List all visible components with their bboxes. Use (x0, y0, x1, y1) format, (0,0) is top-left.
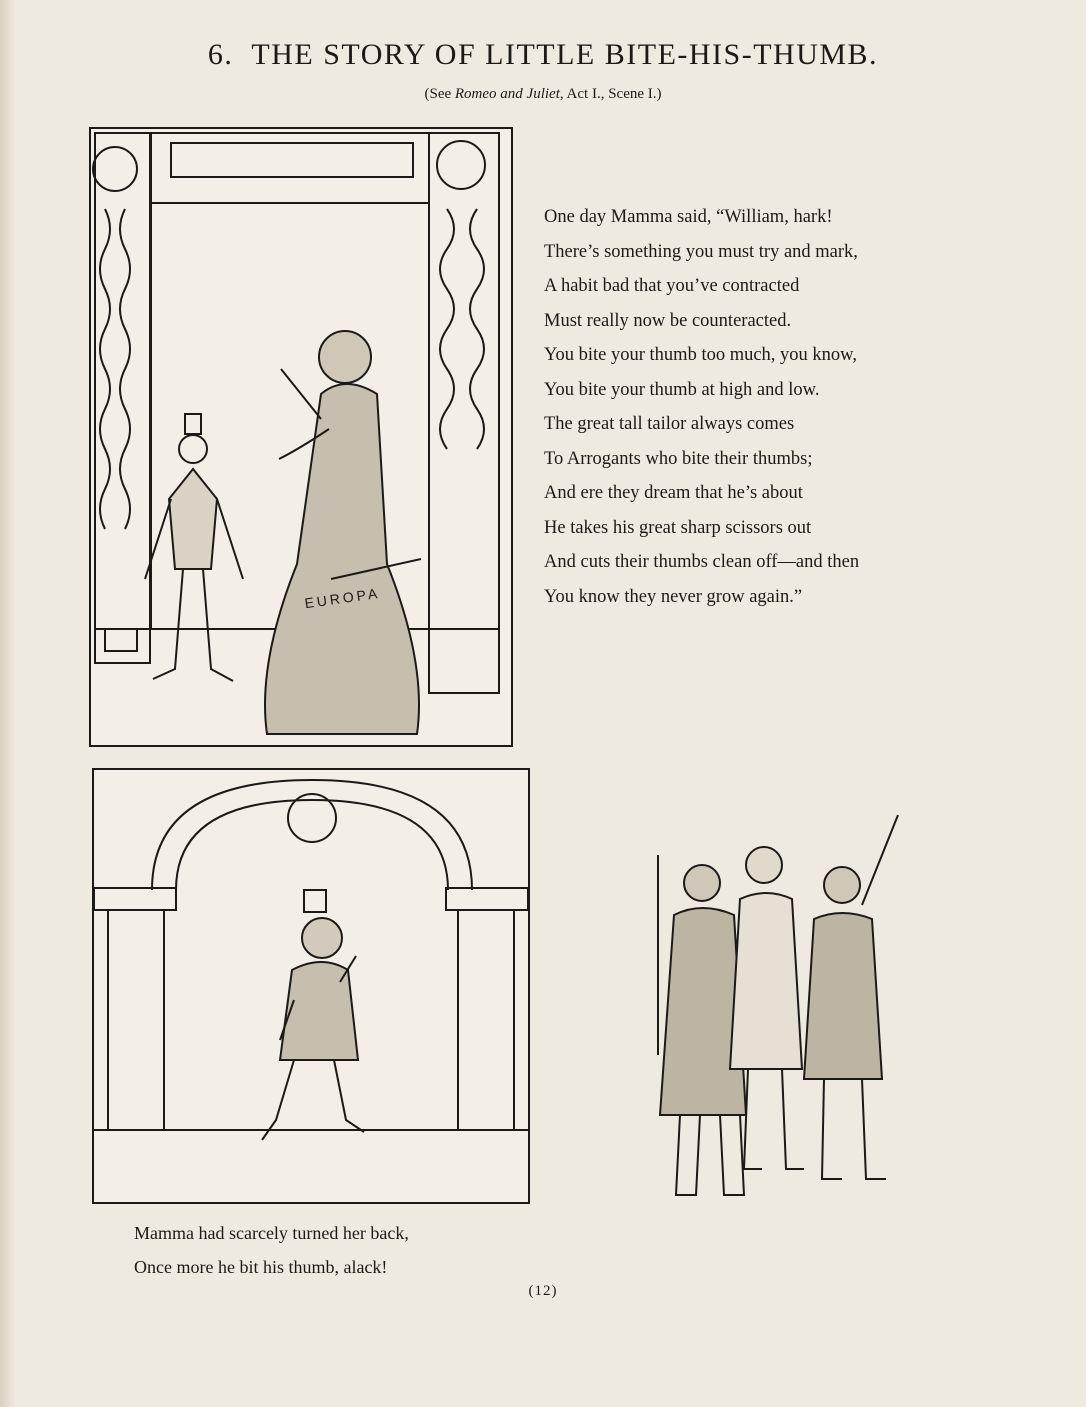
verse-line: And ere they dream that he’s about (544, 483, 803, 503)
thumb-biting-figure (262, 890, 364, 1140)
boy-figure (145, 414, 243, 681)
verse-line: There’s something you must try and mark, (544, 241, 858, 262)
page-subtitle (0, 86, 1086, 103)
europa-sash-text: EUROPA (303, 584, 382, 612)
verse-line: He takes his great sharp scissors out (544, 517, 812, 538)
verse-line: You bite your thumb at high and low. (544, 379, 820, 400)
caption-line: Mamma had scarcely turned her back, (134, 1223, 409, 1243)
illustration-panel-top (89, 127, 513, 747)
page-number: (12) (528, 1283, 558, 1299)
page-binding-edge (0, 0, 14, 1407)
caption-block (134, 1216, 554, 1284)
door-lintel-panel (171, 143, 413, 177)
illustration-bottom-drawing (94, 770, 528, 1202)
caption-line: Once more he bit his thumb, alack! (134, 1257, 388, 1277)
verse-line: A habit bad that you’ve contracted (544, 276, 800, 296)
story-title: THE STORY OF LITTLE BITE-HIS-THUMB. (251, 38, 879, 71)
verse-line: One day Mamma said, “William, hark! (544, 207, 833, 227)
subtitle-prefix: (See (424, 86, 455, 102)
verse-line: Must really now be counteracted. (544, 310, 792, 331)
verse-block (544, 200, 984, 614)
illustration-panel-bottom (92, 768, 530, 1204)
verse-line: To Arrogants who bite their thumbs; (544, 448, 813, 469)
europa-figure (265, 331, 421, 734)
verse-line: The great tall tailor always comes (544, 414, 795, 434)
soldier-right (804, 815, 898, 1179)
verse-line: You know they never grow again.” (544, 586, 803, 607)
illustration-top-drawing (91, 129, 511, 745)
story-number: 6. (207, 38, 234, 71)
subtitle-suffix: , Act I., Scene I.) (559, 86, 662, 102)
sun-medallion (288, 794, 336, 842)
verse-line: You bite your thumb too much, you know, (544, 345, 857, 365)
right-pilaster (429, 133, 499, 693)
subtitle-work: Romeo and Juliet (454, 86, 560, 102)
page-title (0, 38, 1086, 72)
verse-line: And cuts their thumbs clean off—and then (544, 552, 860, 572)
soldiers-illustration (628, 815, 918, 1215)
